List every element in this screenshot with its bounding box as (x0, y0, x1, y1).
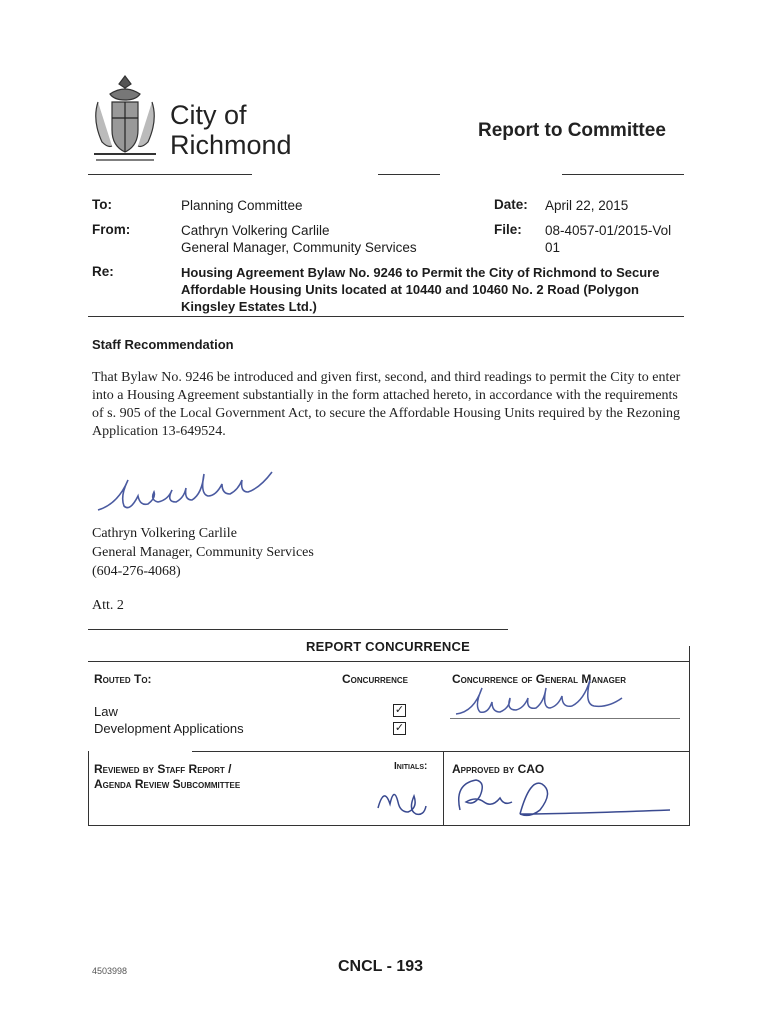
gm-concurrence-header: Concurrence of General Manager (452, 672, 627, 686)
to-label: To: (92, 197, 112, 212)
date-value: April 22, 2015 (545, 198, 629, 213)
concurrence-top-rule (88, 629, 508, 630)
header-rule-left (88, 174, 252, 175)
recommendation-heading: Staff Recommendation (92, 337, 234, 352)
recommendation-text: That Bylaw No. 9246 be introduced and given first, second, and third readings to permit the City to enter into a Housing Agreement substantially in the form attached hereto, in accordance with the requirements of s. 905 of the Local Government Act, to secure the Affordable Housing Units required by the Rezoning Application 13-649524. (92, 370, 681, 439)
file-value-line2: 01 (545, 240, 561, 255)
signature (88, 462, 318, 522)
concurrence-col-divider (443, 751, 444, 826)
concurrence-title: REPORT CONCURRENCE (306, 639, 470, 654)
richmond-crest-logo (88, 72, 162, 168)
header-rule-right (562, 174, 684, 175)
file-label: File: (494, 222, 522, 237)
cao-signature (450, 770, 680, 822)
concurrence-bottom-rule (88, 825, 690, 826)
routed-item-law: Law (94, 704, 118, 719)
routed-item-development-applications: Development Applications (94, 721, 244, 736)
signatory-phone: (604-276-4068) (92, 564, 181, 579)
from-title: General Manager, Community Services (181, 240, 417, 255)
gm-signature-line (450, 718, 680, 719)
check-icon: ✓ (394, 704, 405, 716)
development-applications-checkbox[interactable] (393, 722, 406, 735)
re-label: Re: (92, 264, 114, 279)
concurrence-mid-rule (192, 751, 690, 752)
routed-to-header: Routed To: (94, 672, 152, 686)
initials-signature (370, 778, 430, 822)
report-title: Report to Committee (478, 120, 666, 141)
city-name (170, 100, 292, 160)
approved-by-cao-label: Approved by CAO (452, 762, 545, 776)
reviewed-by-line1: Reviewed by Staff Report / (94, 762, 232, 776)
to-value: Planning Committee (181, 198, 303, 213)
signatory-title: General Manager, Community Services (92, 545, 314, 560)
header-rule-middle (378, 174, 440, 175)
date-label: Date: (494, 197, 528, 212)
initials-label: Initials: (394, 761, 428, 772)
concurrence-col-header: Concurrence (342, 672, 409, 686)
signatory-name: Cathryn Volkering Carlile (92, 526, 237, 541)
check-icon: ✓ (394, 722, 405, 734)
from-label: From: (92, 222, 131, 237)
concurrence-title-rule (88, 661, 690, 662)
concurrence-right-border (689, 646, 690, 826)
concurrence-left-border (88, 751, 89, 826)
attachments: Att. 2 (92, 598, 124, 613)
city-name-line1: City of (170, 100, 247, 130)
page-number: CNCL - 193 (338, 958, 424, 975)
file-value-line1: 08-4057-01/2015-Vol (545, 223, 672, 238)
gm-signature (450, 680, 680, 722)
memo-rule (88, 316, 684, 317)
reviewed-by-line2: Agenda Review Subcommittee (94, 777, 241, 791)
re-value: Housing Agreement Bylaw No. 9246 to Permit the City of Richmond to Secure Affordable Housing Units located at 10440 and 10460 No. 2 Road (Polygon Kingsley Estates Ltd.) (181, 265, 660, 314)
city-name-line2: Richmond (170, 130, 292, 160)
document-number: 4503998 (92, 966, 128, 976)
law-checkbox[interactable] (393, 704, 406, 717)
from-name: Cathryn Volkering Carlile (181, 223, 330, 238)
